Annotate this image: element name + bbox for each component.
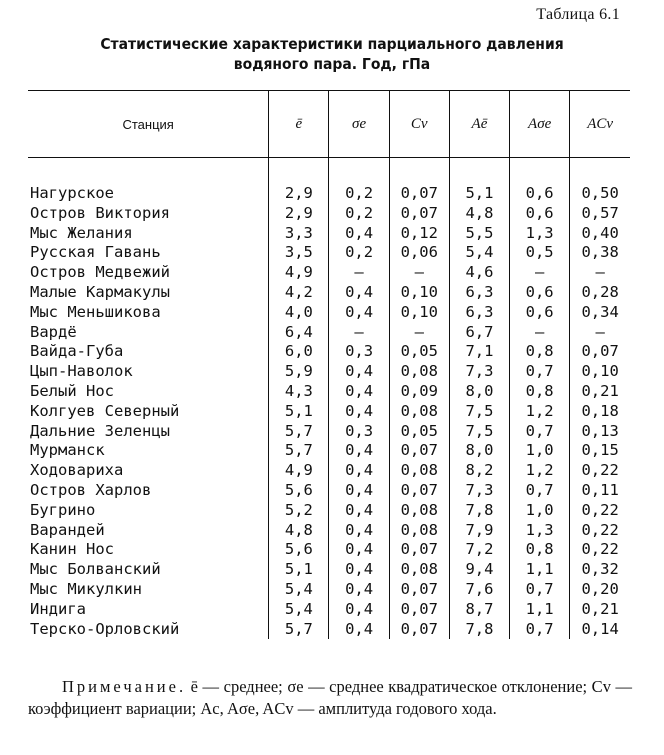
table-row: [28, 342, 630, 362]
cell-amp-sigma: 0,7: [510, 580, 570, 600]
cell-amp-sigma: —: [510, 263, 570, 283]
cell-amp-sigma: 0,6: [510, 204, 570, 224]
cell-sigma: 0,4: [329, 461, 389, 481]
cell-amp-sigma: 1,2: [510, 461, 570, 481]
cell-mean: 4,9: [269, 263, 329, 283]
data-table: [28, 90, 630, 639]
cell-station: Цып-Наволок: [30, 362, 133, 381]
cell-mean: 5,4: [269, 580, 329, 600]
table-row: [28, 560, 630, 580]
cell-mean: 5,7: [269, 620, 329, 640]
cell-cv: 0,12: [389, 224, 449, 244]
cell-amp-mean: 5,1: [449, 184, 509, 204]
header-amp-cv: ACv: [570, 91, 630, 158]
cell-mean: 3,5: [269, 243, 329, 263]
cell-amp-sigma: 0,8: [510, 382, 570, 402]
cell-sigma: 0,4: [329, 441, 389, 461]
cell-amp-cv: 0,38: [570, 243, 630, 263]
cell-amp-mean: 5,5: [449, 224, 509, 244]
cell-sigma: 0,4: [329, 540, 389, 560]
cell-amp-sigma: —: [510, 323, 570, 343]
cell-amp-mean: 8,2: [449, 461, 509, 481]
cell-amp-cv: 0,34: [570, 303, 630, 323]
caption-line-1: Статистические характеристики парциального давления: [100, 35, 564, 53]
cell-sigma: 0,4: [329, 560, 389, 580]
cell-cv: 0,08: [389, 521, 449, 541]
cell-cv: 0,08: [389, 461, 449, 481]
cell-station: Индига: [30, 599, 86, 618]
header-amp-sigma: Aσe: [510, 91, 570, 158]
cell-station: Бугрино: [30, 500, 96, 519]
cell-sigma: 0,4: [329, 521, 389, 541]
table-row: [28, 204, 630, 224]
cell-cv: 0,05: [389, 422, 449, 442]
cell-amp-mean: 7,2: [449, 540, 509, 560]
cell-amp-cv: —: [570, 323, 630, 343]
cell-amp-mean: 4,8: [449, 204, 509, 224]
cell-cv: 0,07: [389, 620, 449, 640]
cell-amp-cv: 0,18: [570, 402, 630, 422]
cell-station: Вайда-Губа: [30, 342, 124, 361]
cell-amp-cv: 0,57: [570, 204, 630, 224]
cell-sigma: 0,3: [329, 422, 389, 442]
table-row: [28, 540, 630, 560]
cell-station: Канин Нос: [30, 540, 114, 559]
table-row: [28, 184, 630, 204]
header-station: Станция: [28, 91, 269, 158]
table-row: [28, 600, 630, 620]
cell-sigma: 0,4: [329, 481, 389, 501]
cell-mean: 4,3: [269, 382, 329, 402]
cell-cv: 0,07: [389, 600, 449, 620]
cell-mean: 5,9: [269, 362, 329, 382]
cell-amp-cv: 0,07: [570, 342, 630, 362]
cell-amp-cv: 0,20: [570, 580, 630, 600]
cell-amp-sigma: 0,8: [510, 342, 570, 362]
cell-mean: 4,0: [269, 303, 329, 323]
cell-sigma: 0,4: [329, 362, 389, 382]
cell-cv: 0,06: [389, 243, 449, 263]
cell-mean: 5,1: [269, 402, 329, 422]
header-sigma: σe: [329, 91, 389, 158]
cell-mean: 3,3: [269, 224, 329, 244]
cell-cv: 0,07: [389, 184, 449, 204]
table-row: [28, 441, 630, 461]
table-row: [28, 402, 630, 422]
cell-station: Мыс Меньшикова: [30, 302, 161, 321]
cell-sigma: 0,2: [329, 204, 389, 224]
cell-mean: 5,7: [269, 441, 329, 461]
cell-amp-sigma: 0,6: [510, 303, 570, 323]
cell-amp-mean: 8,0: [449, 382, 509, 402]
cell-cv: 0,10: [389, 303, 449, 323]
cell-mean: 4,9: [269, 461, 329, 481]
cell-station: Мурманск: [30, 441, 105, 460]
cell-sigma: —: [329, 323, 389, 343]
cell-cv: 0,10: [389, 283, 449, 303]
table-body: [28, 158, 630, 640]
cell-amp-sigma: 1,3: [510, 521, 570, 541]
cell-station: Варандей: [30, 520, 105, 539]
cell-amp-cv: 0,22: [570, 540, 630, 560]
cell-amp-sigma: 0,7: [510, 481, 570, 501]
cell-amp-cv: 0,22: [570, 461, 630, 481]
cell-amp-mean: 6,7: [449, 323, 509, 343]
cell-amp-mean: 6,3: [449, 283, 509, 303]
cell-amp-cv: 0,40: [570, 224, 630, 244]
cell-mean: 5,7: [269, 422, 329, 442]
cell-amp-mean: 8,0: [449, 441, 509, 461]
cell-amp-mean: 8,7: [449, 600, 509, 620]
cell-amp-sigma: 1,0: [510, 441, 570, 461]
cell-mean: 6,0: [269, 342, 329, 362]
cell-cv: 0,07: [389, 204, 449, 224]
cell-mean: 4,2: [269, 283, 329, 303]
cell-amp-cv: 0,32: [570, 560, 630, 580]
cell-amp-mean: 7,9: [449, 521, 509, 541]
cell-sigma: 0,2: [329, 243, 389, 263]
cell-mean: 5,4: [269, 600, 329, 620]
cell-amp-mean: 7,3: [449, 481, 509, 501]
cell-station: Мыс Микулкин: [30, 579, 142, 598]
table-row: [28, 283, 630, 303]
header-amp-mean: Aē: [449, 91, 509, 158]
table-note: [28, 676, 632, 720]
cell-sigma: 0,3: [329, 342, 389, 362]
cell-amp-sigma: 1,0: [510, 501, 570, 521]
cell-cv: 0,07: [389, 441, 449, 461]
cell-amp-cv: 0,14: [570, 620, 630, 640]
cell-station: Остров Виктория: [30, 203, 170, 222]
cell-amp-cv: 0,22: [570, 521, 630, 541]
cell-cv: 0,07: [389, 481, 449, 501]
cell-amp-cv: 0,50: [570, 184, 630, 204]
cell-station: Ходовариха: [30, 461, 124, 480]
cell-amp-mean: 7,5: [449, 402, 509, 422]
cell-amp-sigma: 0,7: [510, 422, 570, 442]
table-spacer-row: [28, 158, 630, 185]
cell-amp-mean: 6,3: [449, 303, 509, 323]
cell-amp-sigma: 0,5: [510, 243, 570, 263]
cell-amp-sigma: 1,1: [510, 600, 570, 620]
cell-amp-cv: 0,10: [570, 362, 630, 382]
header-cv: Cv: [389, 91, 449, 158]
cell-station: Терско-Орловский: [30, 619, 180, 638]
cell-sigma: 0,4: [329, 283, 389, 303]
cell-cv: 0,09: [389, 382, 449, 402]
table-row: [28, 323, 630, 343]
cell-cv: 0,08: [389, 560, 449, 580]
cell-amp-sigma: 0,6: [510, 184, 570, 204]
cell-amp-mean: 7,3: [449, 362, 509, 382]
cell-sigma: 0,2: [329, 184, 389, 204]
cell-amp-sigma: 1,2: [510, 402, 570, 422]
cell-mean: 5,6: [269, 540, 329, 560]
cell-station: Вардё: [30, 322, 77, 341]
cell-amp-sigma: 1,1: [510, 560, 570, 580]
cell-station: Дальние Зеленцы: [30, 421, 170, 440]
table-row: [28, 620, 630, 640]
cell-mean: 2,9: [269, 204, 329, 224]
table-number: Таблица 6.1: [536, 6, 620, 23]
cell-amp-sigma: 0,7: [510, 362, 570, 382]
cell-amp-mean: 5,4: [449, 243, 509, 263]
cell-cv: 0,08: [389, 362, 449, 382]
cell-amp-cv: 0,22: [570, 501, 630, 521]
cell-amp-sigma: 0,6: [510, 283, 570, 303]
cell-amp-mean: 7,6: [449, 580, 509, 600]
cell-station: Мыс Болванский: [30, 560, 161, 579]
note-label: Примечание.: [62, 677, 187, 696]
cell-mean: 5,1: [269, 560, 329, 580]
cell-cv: 0,07: [389, 580, 449, 600]
cell-amp-cv: 0,15: [570, 441, 630, 461]
table-row: [28, 263, 630, 283]
cell-cv: 0,05: [389, 342, 449, 362]
cell-amp-cv: 0,21: [570, 600, 630, 620]
table-row: [28, 362, 630, 382]
cell-sigma: 0,4: [329, 501, 389, 521]
table-row: [28, 243, 630, 263]
cell-sigma: 0,4: [329, 600, 389, 620]
cell-amp-mean: 4,6: [449, 263, 509, 283]
cell-mean: 2,9: [269, 184, 329, 204]
cell-cv: 0,07: [389, 540, 449, 560]
cell-mean: 5,2: [269, 501, 329, 521]
cell-cv: 0,08: [389, 501, 449, 521]
cell-amp-cv: 0,13: [570, 422, 630, 442]
table-row: [28, 303, 630, 323]
table-row: [28, 461, 630, 481]
cell-cv: —: [389, 323, 449, 343]
cell-mean: 5,6: [269, 481, 329, 501]
table-header: [28, 91, 630, 158]
caption-line-2: водяного пара. Год, гПа: [233, 55, 431, 73]
cell-station: Русская Гавань: [30, 243, 161, 262]
note-text: ē — среднее; σe — среднее квадратическое отклонение; Cv — коэффициент вариации; Ac, Aσe, ACv — амплитуда годового хода.: [28, 677, 633, 718]
cell-sigma: 0,4: [329, 382, 389, 402]
cell-amp-mean: 7,1: [449, 342, 509, 362]
cell-amp-cv: 0,11: [570, 481, 630, 501]
cell-mean: 6,4: [269, 323, 329, 343]
cell-station: Остров Медвежий: [30, 263, 170, 282]
cell-sigma: 0,4: [329, 224, 389, 244]
cell-station: Мыс Желания: [30, 223, 133, 242]
cell-amp-sigma: 0,7: [510, 620, 570, 640]
table-row: [28, 521, 630, 541]
cell-amp-cv: —: [570, 263, 630, 283]
cell-station: Колгуев Северный: [30, 401, 180, 420]
cell-sigma: 0,4: [329, 580, 389, 600]
cell-station: Остров Харлов: [30, 480, 152, 499]
cell-sigma: —: [329, 263, 389, 283]
cell-amp-mean: 7,8: [449, 501, 509, 521]
table-row: [28, 224, 630, 244]
cell-sigma: 0,4: [329, 402, 389, 422]
cell-sigma: 0,4: [329, 620, 389, 640]
cell-station: Нагурское: [30, 184, 114, 202]
cell-mean: 4,8: [269, 521, 329, 541]
table-row: [28, 382, 630, 402]
cell-cv: —: [389, 263, 449, 283]
cell-amp-cv: 0,21: [570, 382, 630, 402]
header-mean: ē: [269, 91, 329, 158]
cell-amp-mean: 9,4: [449, 560, 509, 580]
cell-station: Белый Нос: [30, 381, 114, 400]
cell-cv: 0,08: [389, 402, 449, 422]
cell-amp-sigma: 0,8: [510, 540, 570, 560]
table-row: [28, 422, 630, 442]
cell-amp-sigma: 1,3: [510, 224, 570, 244]
table-row: [28, 501, 630, 521]
cell-sigma: 0,4: [329, 303, 389, 323]
table-row: [28, 580, 630, 600]
cell-amp-cv: 0,28: [570, 283, 630, 303]
cell-amp-mean: 7,5: [449, 422, 509, 442]
table-row: [28, 481, 630, 501]
cell-station: Малые Кармакулы: [30, 282, 170, 301]
table-caption: [28, 34, 636, 74]
cell-amp-mean: 7,8: [449, 620, 509, 640]
